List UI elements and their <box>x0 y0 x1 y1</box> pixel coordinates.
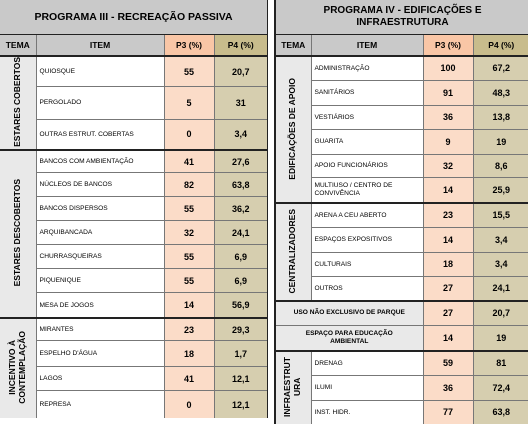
table-row <box>0 367 268 391</box>
p3-value: 23 <box>423 203 473 227</box>
table-row <box>0 221 268 245</box>
item-label: ESPAÇOS EXPOSITIVOS <box>311 227 423 252</box>
header-tema: TEMA <box>275 34 311 56</box>
table-row <box>0 197 268 221</box>
p4-value: 36,2 <box>214 197 268 221</box>
p3-value: 55 <box>164 269 214 293</box>
item-label: OUTRAS ESTRUT. COBERTAS <box>36 119 164 150</box>
item-label: ARQUIBANCADA <box>36 221 164 245</box>
table-row <box>275 105 528 129</box>
table-row <box>275 154 528 177</box>
item-label: NÚCLEOS DE BANCOS <box>36 173 164 197</box>
table-row <box>0 391 268 418</box>
item-label: LAGOS <box>36 367 164 391</box>
p3-value: 18 <box>164 341 214 367</box>
table-row <box>275 400 528 424</box>
p3-value: 55 <box>164 245 214 269</box>
p4-value: 72,4 <box>473 375 528 400</box>
header-p4: P4 (%) <box>214 34 268 56</box>
p4-value: 12,1 <box>214 367 268 391</box>
p4-value: 6,9 <box>214 245 268 269</box>
p3-value: 59 <box>423 351 473 375</box>
item-label: CHURRASQUEIRAS <box>36 245 164 269</box>
p3-value: 0 <box>164 119 214 150</box>
item-label: ESPELHO D'ÁGUA <box>36 341 164 367</box>
tema-edificacoes-de-apoio: EDIFICAÇÕES DE APOIO <box>275 56 311 203</box>
item-label: REPRESA <box>36 391 164 418</box>
p3-value: 41 <box>164 367 214 391</box>
p3-value: 32 <box>423 154 473 177</box>
p4-value: 20,7 <box>473 301 528 325</box>
tema-estares-descobertos: ESTARES DESCOBERTOS <box>0 150 36 318</box>
item-label: SANITÁRIOS <box>311 80 423 105</box>
p4-value: 25,9 <box>473 177 528 203</box>
item-label: MULTIUSO / CENTRO DE CONVIVÊNCIA <box>311 177 423 203</box>
item-label: BANCOS DISPERSOS <box>36 197 164 221</box>
p3-value: 32 <box>164 221 214 245</box>
p3-value: 14 <box>423 325 473 351</box>
p3-value: 23 <box>164 318 214 341</box>
table-row <box>0 318 268 341</box>
p4-value: 24,1 <box>473 276 528 301</box>
p4-value: 1,7 <box>214 341 268 367</box>
p3-value: 82 <box>164 173 214 197</box>
item-label: PERGOLADO <box>36 87 164 119</box>
p3-value: 100 <box>423 56 473 80</box>
p3-value: 27 <box>423 276 473 301</box>
item-label: ADMINISTRAÇÃO <box>311 56 423 80</box>
header-item: ITEM <box>311 34 423 56</box>
p4-value: 19 <box>473 129 528 154</box>
header-p3: P3 (%) <box>164 34 214 56</box>
header-tema: TEMA <box>0 34 36 56</box>
p3-value: 14 <box>423 227 473 252</box>
table-row <box>275 351 528 375</box>
p4-value: 24,1 <box>214 221 268 245</box>
p3-value: 36 <box>423 375 473 400</box>
programa-iv-table <box>274 0 528 424</box>
table-row <box>0 56 268 87</box>
p3-value: 36 <box>423 105 473 129</box>
item-label: OUTROS <box>311 276 423 301</box>
p3-value: 14 <box>164 293 214 318</box>
header-p4: P4 (%) <box>473 34 528 56</box>
item-label: PIQUENIQUE <box>36 269 164 293</box>
p4-value: 63,8 <box>214 173 268 197</box>
educacao-ambiental-label: ESPAÇO PARA EDUCAÇÃO AMBIENTAL <box>275 325 423 351</box>
table-row <box>0 119 268 150</box>
item-label: CULTURAIS <box>311 252 423 276</box>
item-label: APOIO FUNCIONÁRIOS <box>311 154 423 177</box>
p4-value: 13,8 <box>473 105 528 129</box>
table-row <box>0 87 268 119</box>
p3-value: 91 <box>423 80 473 105</box>
item-label: MIRANTES <box>36 318 164 341</box>
p4-value: 6,9 <box>214 269 268 293</box>
tema-centralizadores: CENTRALIZADORES <box>275 203 311 301</box>
p4-value: 19 <box>473 325 528 351</box>
p4-value: 3,4 <box>473 227 528 252</box>
tema-incentivo-contemplacao: INCENTIVO À CONTEMPLAÇÃO <box>0 318 36 418</box>
item-label: ARENA A CEU ABERTO <box>311 203 423 227</box>
p4-value: 31 <box>214 87 268 119</box>
item-label: BANCOS COM AMBIENTAÇÃO <box>36 150 164 173</box>
p3-value: 55 <box>164 56 214 87</box>
title-row <box>275 0 528 34</box>
header-p3: P3 (%) <box>423 34 473 56</box>
header-row <box>275 34 528 56</box>
table-row <box>0 293 268 318</box>
table-row <box>275 227 528 252</box>
p4-value: 15,5 <box>473 203 528 227</box>
table-row <box>275 56 528 80</box>
header-row <box>0 34 268 56</box>
programa-iii-title: PROGRAMA III - RECREAÇÃO PASSIVA <box>0 0 268 34</box>
table-row <box>275 325 528 351</box>
p4-value: 12,1 <box>214 391 268 418</box>
tema-infraestrutura: INFRAESTRUT URA <box>275 351 311 424</box>
table-row <box>275 375 528 400</box>
tema-estares-cobertos: ESTARES COBERTOS <box>0 56 36 150</box>
p3-value: 55 <box>164 197 214 221</box>
p4-value: 67,2 <box>473 56 528 80</box>
p4-value: 27,6 <box>214 150 268 173</box>
table-row <box>275 252 528 276</box>
item-label: QUIOSQUE <box>36 56 164 87</box>
table-row <box>0 173 268 197</box>
p3-value: 14 <box>423 177 473 203</box>
p4-value: 63,8 <box>473 400 528 424</box>
p4-value: 3,4 <box>214 119 268 150</box>
p3-value: 77 <box>423 400 473 424</box>
table-row <box>275 203 528 227</box>
item-label: MESA DE JOGOS <box>36 293 164 318</box>
p4-value: 20,7 <box>214 56 268 87</box>
p3-value: 18 <box>423 252 473 276</box>
table-row <box>0 245 268 269</box>
item-label: GUARITA <box>311 129 423 154</box>
table-row <box>275 177 528 203</box>
item-label: INST. HIDR. <box>311 400 423 424</box>
table-row <box>0 269 268 293</box>
header-item: ITEM <box>36 34 164 56</box>
table-row <box>0 341 268 367</box>
p3-value: 5 <box>164 87 214 119</box>
p4-value: 81 <box>473 351 528 375</box>
item-label: ILUMI <box>311 375 423 400</box>
p4-value: 8,6 <box>473 154 528 177</box>
p3-value: 41 <box>164 150 214 173</box>
p3-value: 9 <box>423 129 473 154</box>
item-label: VESTIÁRIOS <box>311 105 423 129</box>
title-row <box>0 0 268 34</box>
p4-value: 29,3 <box>214 318 268 341</box>
table-row <box>275 276 528 301</box>
item-label: DRENAG <box>311 351 423 375</box>
table-row <box>275 80 528 105</box>
programa-iv-title: PROGRAMA IV - EDIFICAÇÕES E INFRAESTRUTURA <box>275 0 528 34</box>
p4-value: 56,9 <box>214 293 268 318</box>
p3-value: 0 <box>164 391 214 418</box>
table-row <box>275 301 528 325</box>
p4-value: 3,4 <box>473 252 528 276</box>
table-row <box>0 150 268 173</box>
p4-value: 48,3 <box>473 80 528 105</box>
table-row <box>275 129 528 154</box>
uso-nao-exclusivo-label: USO NÃO EXCLUSIVO DE PARQUE <box>275 301 423 325</box>
p3-value: 27 <box>423 301 473 325</box>
